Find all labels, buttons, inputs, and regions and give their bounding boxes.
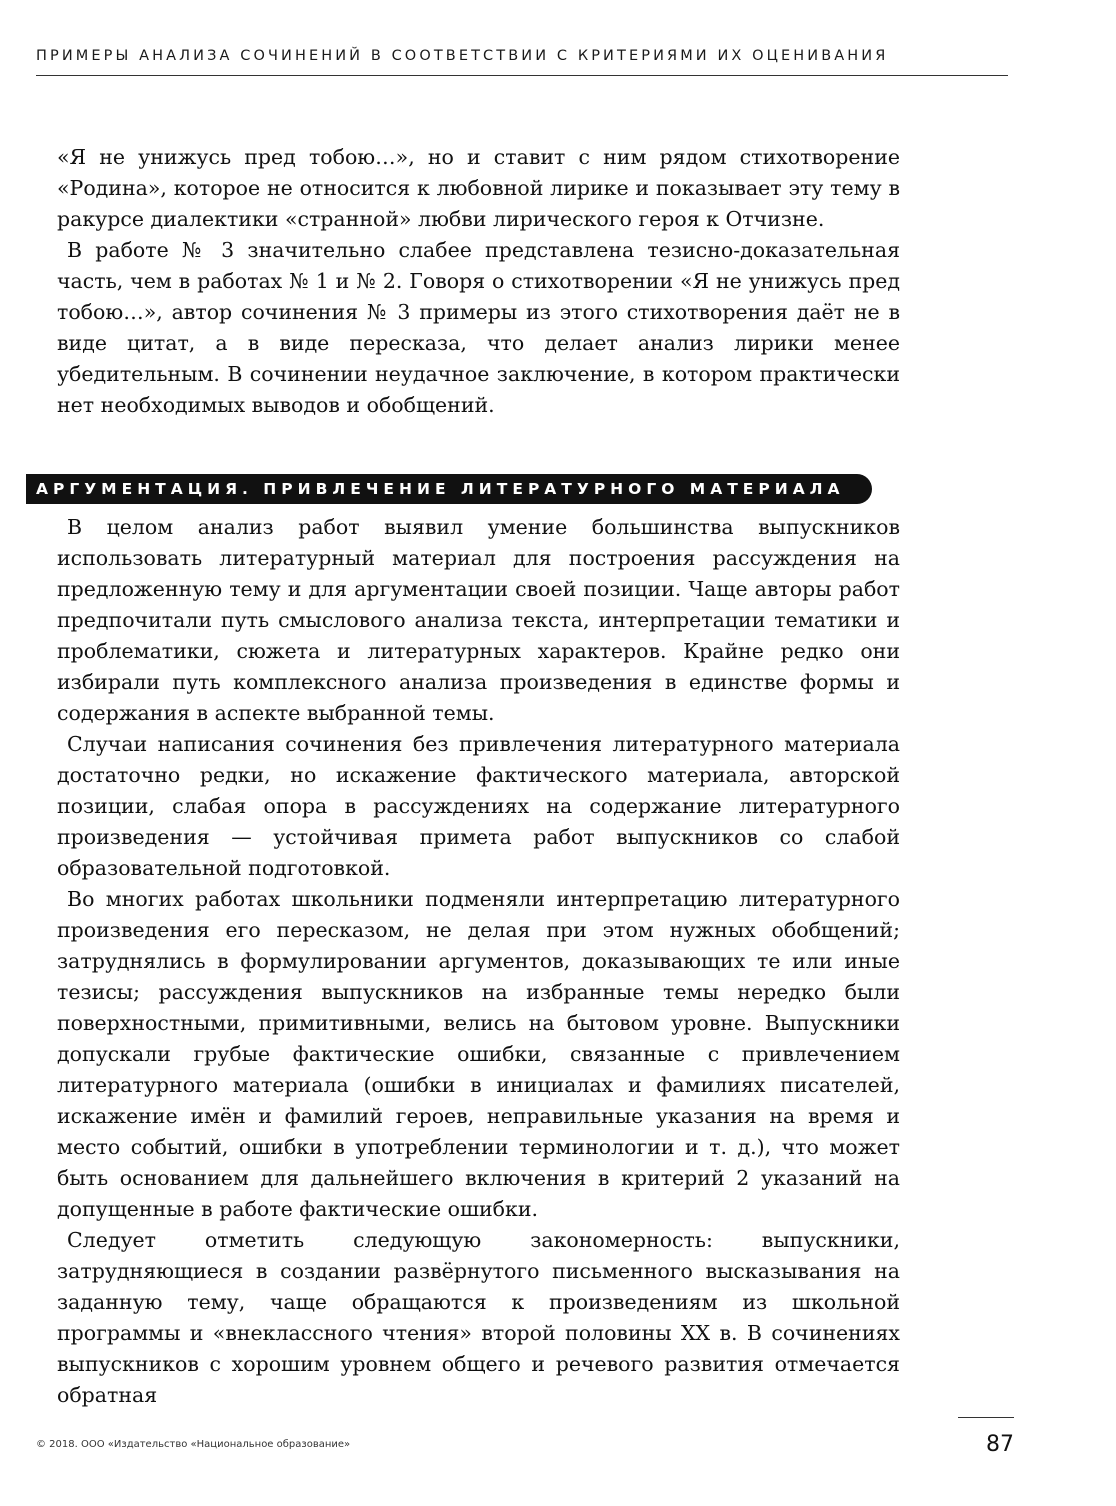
paragraph: Случаи написания сочинения без привлечения литературного материала достаточно редки, но искажение фактического материала, авторской позиции, слабая опора в рассуждениях на содержание литературного произведения — устойчивая примета работ выпускников со слабой образовательной подготовкой. [57,732,900,880]
paragraph: Следует отметить следующую закономерность: выпускники, затрудняющиеся в создании развёрнутого письменного высказывания на заданную тему, чаще обращаются к произведениям из школьной программы и «внеклассного чтения» второй половины XX в. В сочинениях выпускников с хорошим уровнем общего и речевого развития отмечается обратная [57,1228,900,1407]
copyright-notice: © 2018. ООО «Издательство «Национальное образование» [36,1439,351,1450]
paragraph: В целом анализ работ выявил умение большинства выпускников использовать литературный материал для построения рассуждения на предложенную тему и для аргументации своей позиции. Чаще авторы работ предпочитали путь смыслового анализа текста, интерпретации тематики и проблематики, сюжета и литературных характеров. Крайне редко они избирали путь комплексного анализа произведения в единстве формы и содержания в аспекте выбранной темы. [57,515,900,725]
section-heading: АРГУМЕНТАЦИЯ. ПРИВЛЕЧЕНИЕ ЛИТЕРАТУРНОГО МАТЕРИАЛА [26,474,872,504]
paragraph: В работе № 3 значительно слабее представлена тезисно-доказательная часть, чем в работах № 1 и № 2. Говоря о стихотворении «Я не унижусь пред тобою…», автор сочинения № 3 примеры из этого стихотворения даёт не в виде цитат, а в виде пересказа, что делает анализ лирики менее убедительным. В сочинении неудачное заключение, в котором практически нет необходимых выводов и обобщений. [57,238,900,417]
section-text [57,512,900,1411]
intro-text [57,142,900,421]
running-header: ПРИМЕРЫ АНАЛИЗА СОЧИНЕНИЙ В СООТВЕТСТВИИ С КРИТЕРИЯМИ ИХ ОЦЕНИВАНИЯ [36,48,889,64]
paragraph: Во многих работах школьники подменяли интерпретацию литературного произведения его пересказом, не делая при этом нужных обобщений; затруднялись в формулировании аргументов, доказывающих те или иные тезисы; рассуждения выпускников на избранные темы нередко были поверхностными, примитивными, велись на бытовом уровне. Выпускники допускали грубые фактические ошибки, связанные с привлечением литературного материала (ошибки в инициалах и фамилиях писателей, искажение имён и фамилий героев, неправильные указания на время и место событий, ошибки в употреблении терминологии и т. д.), что может быть основанием для дальнейшего включения в критерий 2 указаний на допущенные в работе фактические ошибки. [57,887,900,1221]
page-number: 87 [986,1432,1014,1457]
paragraph: «Я не унижусь пред тобою…», но и ставит с ним рядом стихотворение «Родина», которое не относится к любовной лирике и показывает эту тему в ракурсе диалектики «странной» любви лирического героя к Отчизне. [57,145,900,231]
header-rule [36,75,1008,76]
footer-rule [958,1417,1014,1418]
